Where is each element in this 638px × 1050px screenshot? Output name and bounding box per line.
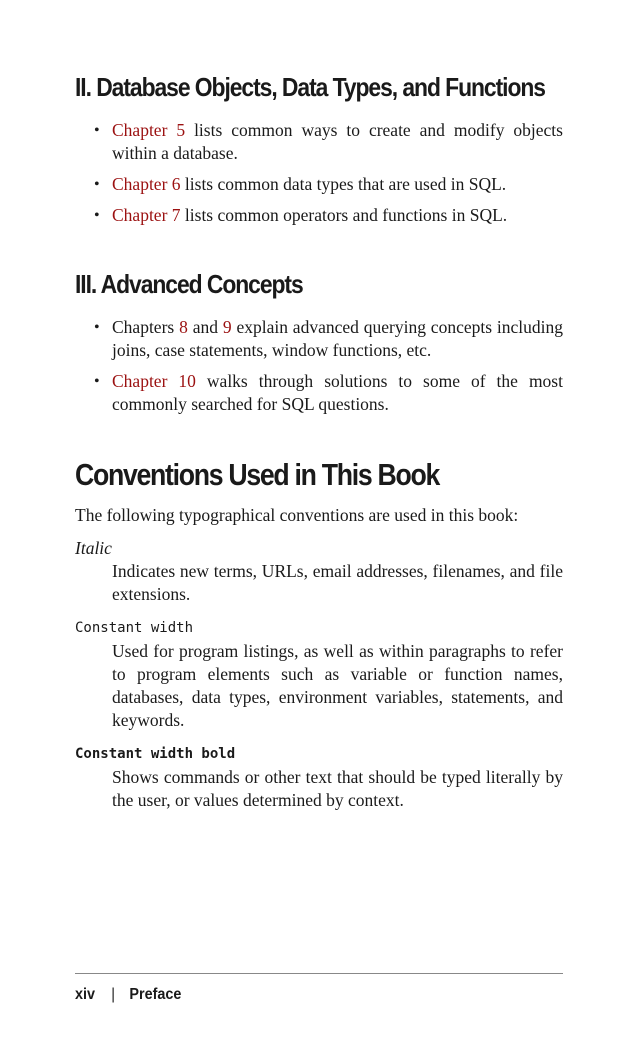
section-advanced-concepts [75,269,563,299]
footer-section-title: Preface [129,986,182,1003]
chapter-section-heading: Conventions Used in This Book [75,457,440,492]
footer-separator: | [111,986,115,1003]
list-item [75,370,563,416]
list-item-text: lists common ways to create and modify objects within a database. [112,120,563,163]
chapter-link[interactable]: Chapter 5 [112,120,186,140]
page-number: xiv [75,986,96,1003]
conventions-body [75,504,563,812]
list-item [75,119,563,165]
section-heading: II. Database Objects, Data Types, and Functions [75,72,545,102]
term-definition: Used for program listings, as well as within paragraphs to refer to program elements such as variable or function names, databases, data types, environment variables, statements, and keywords. [112,641,563,730]
chapter-link[interactable]: Chapter 6 [112,174,181,194]
conventions-intro: The following typographical conventions are used in this book: [75,505,519,525]
chapter-link[interactable]: Chapter 7 [112,205,181,225]
term-constant-width-bold: Constant width bold [75,746,236,762]
page-footer [75,986,181,1004]
list-item-text: walks through solutions to some of the most commonly searched for SQL questions. [112,371,563,414]
list-item [75,173,563,196]
section-database-objects-list [75,119,563,235]
term-constant-width: Constant width [75,620,194,636]
chapter-link[interactable]: 9 [222,317,232,337]
list-item [75,316,563,362]
term-definition: Shows commands or other text that should be typed literally by the user, or values determined by context. [112,767,563,810]
list-item-text: lists common operators and functions in SQL. [180,205,508,225]
term-italic: Italic [75,538,112,558]
list-item [75,204,563,227]
term-definition: Indicates new terms, URLs, email addresses, filenames, and file extensions. [112,561,563,604]
chapter-link[interactable]: 8 [179,317,188,337]
list-item-text: explain advanced querying concepts including joins, case statements, window functions, etc. [112,317,563,360]
section-advanced-concepts-list [75,316,563,424]
section-heading: III. Advanced Concepts [75,269,303,299]
chapter-link[interactable]: Chapter 10 [112,371,196,391]
list-item-text: and [187,317,223,337]
footer-rule [75,973,563,974]
list-item-text: lists common data types that are used in SQL. [180,174,507,194]
list-item-text: Chapters [112,317,180,337]
section-database-objects [75,72,563,102]
section-conventions [75,457,563,493]
